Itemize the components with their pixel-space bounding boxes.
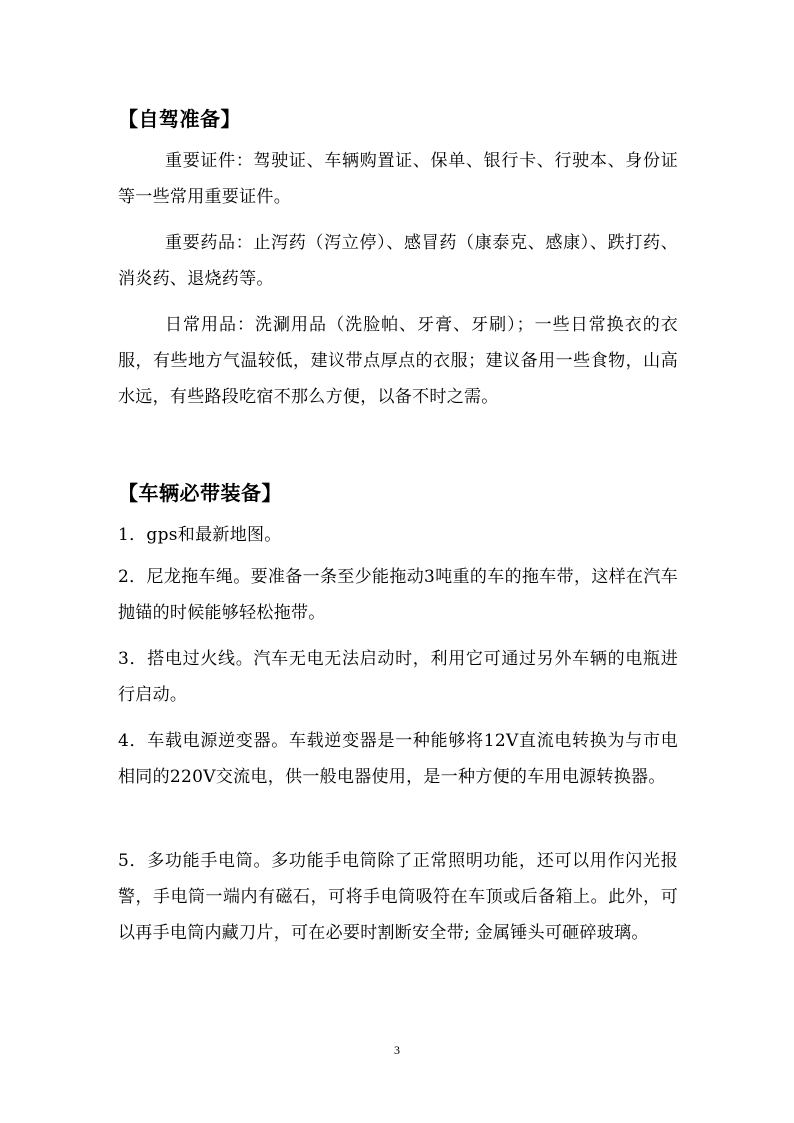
section-heading-self-drive-prep: 【自驾准备】 — [118, 107, 241, 131]
list-item-power-inverter: 4．车载电源逆变器。车载逆变器是一种能够将12V直流电转换为与市电相同的220V交流电，供一般电器使用，是一种方便的车用电源转换器。 — [118, 731, 678, 787]
list-item-jumper-cables: 3．搭电过火线。汽车无电无法启动时，利用它可通过另外车辆的电瓶进行启动。 — [118, 649, 678, 705]
page-number: 3 — [394, 1043, 400, 1057]
list-item-gps: 1．gps和最新地图。 — [118, 525, 282, 545]
list-item-tow-rope: 2．尼龙拖车绳。要准备一条至少能拖动3吨重的车的拖车带，这样在汽车抛锚的时候能够轻松拖带。 — [118, 567, 678, 623]
paragraph-documents: 重要证件：驾驶证、车辆购置证、保单、银行卡、行驶本、身份证等一些常用重要证件。 — [118, 151, 678, 207]
section-heading-vehicle-equipment: 【车辆必带装备】 — [118, 481, 282, 505]
paragraph-medicine: 重要药品：止泻药（泻立停）、感冒药（康泰克、感康）、跌打药、消炎药、退烧药等。 — [118, 233, 678, 289]
list-item-flashlight: 5．多功能手电筒。多功能手电筒除了正常照明功能，还可以用作闪光报警，手电筒一端内有磁石，可将手电筒吸符在车顶或后备箱上。此外，可以再手电筒内藏刀片，可在必要时割断安全带; 金属锤头可砸碎玻璃。 — [118, 851, 678, 943]
paragraph-daily-items: 日常用品：洗涮用品（洗脸帕、牙膏、牙刷）；一些日常换衣的衣服，有些地方气温较低，建议带点厚点的衣服；建议备用一些食物，山高水远，有些路段吃宿不那么方便，以备不时之需。 — [118, 315, 678, 407]
